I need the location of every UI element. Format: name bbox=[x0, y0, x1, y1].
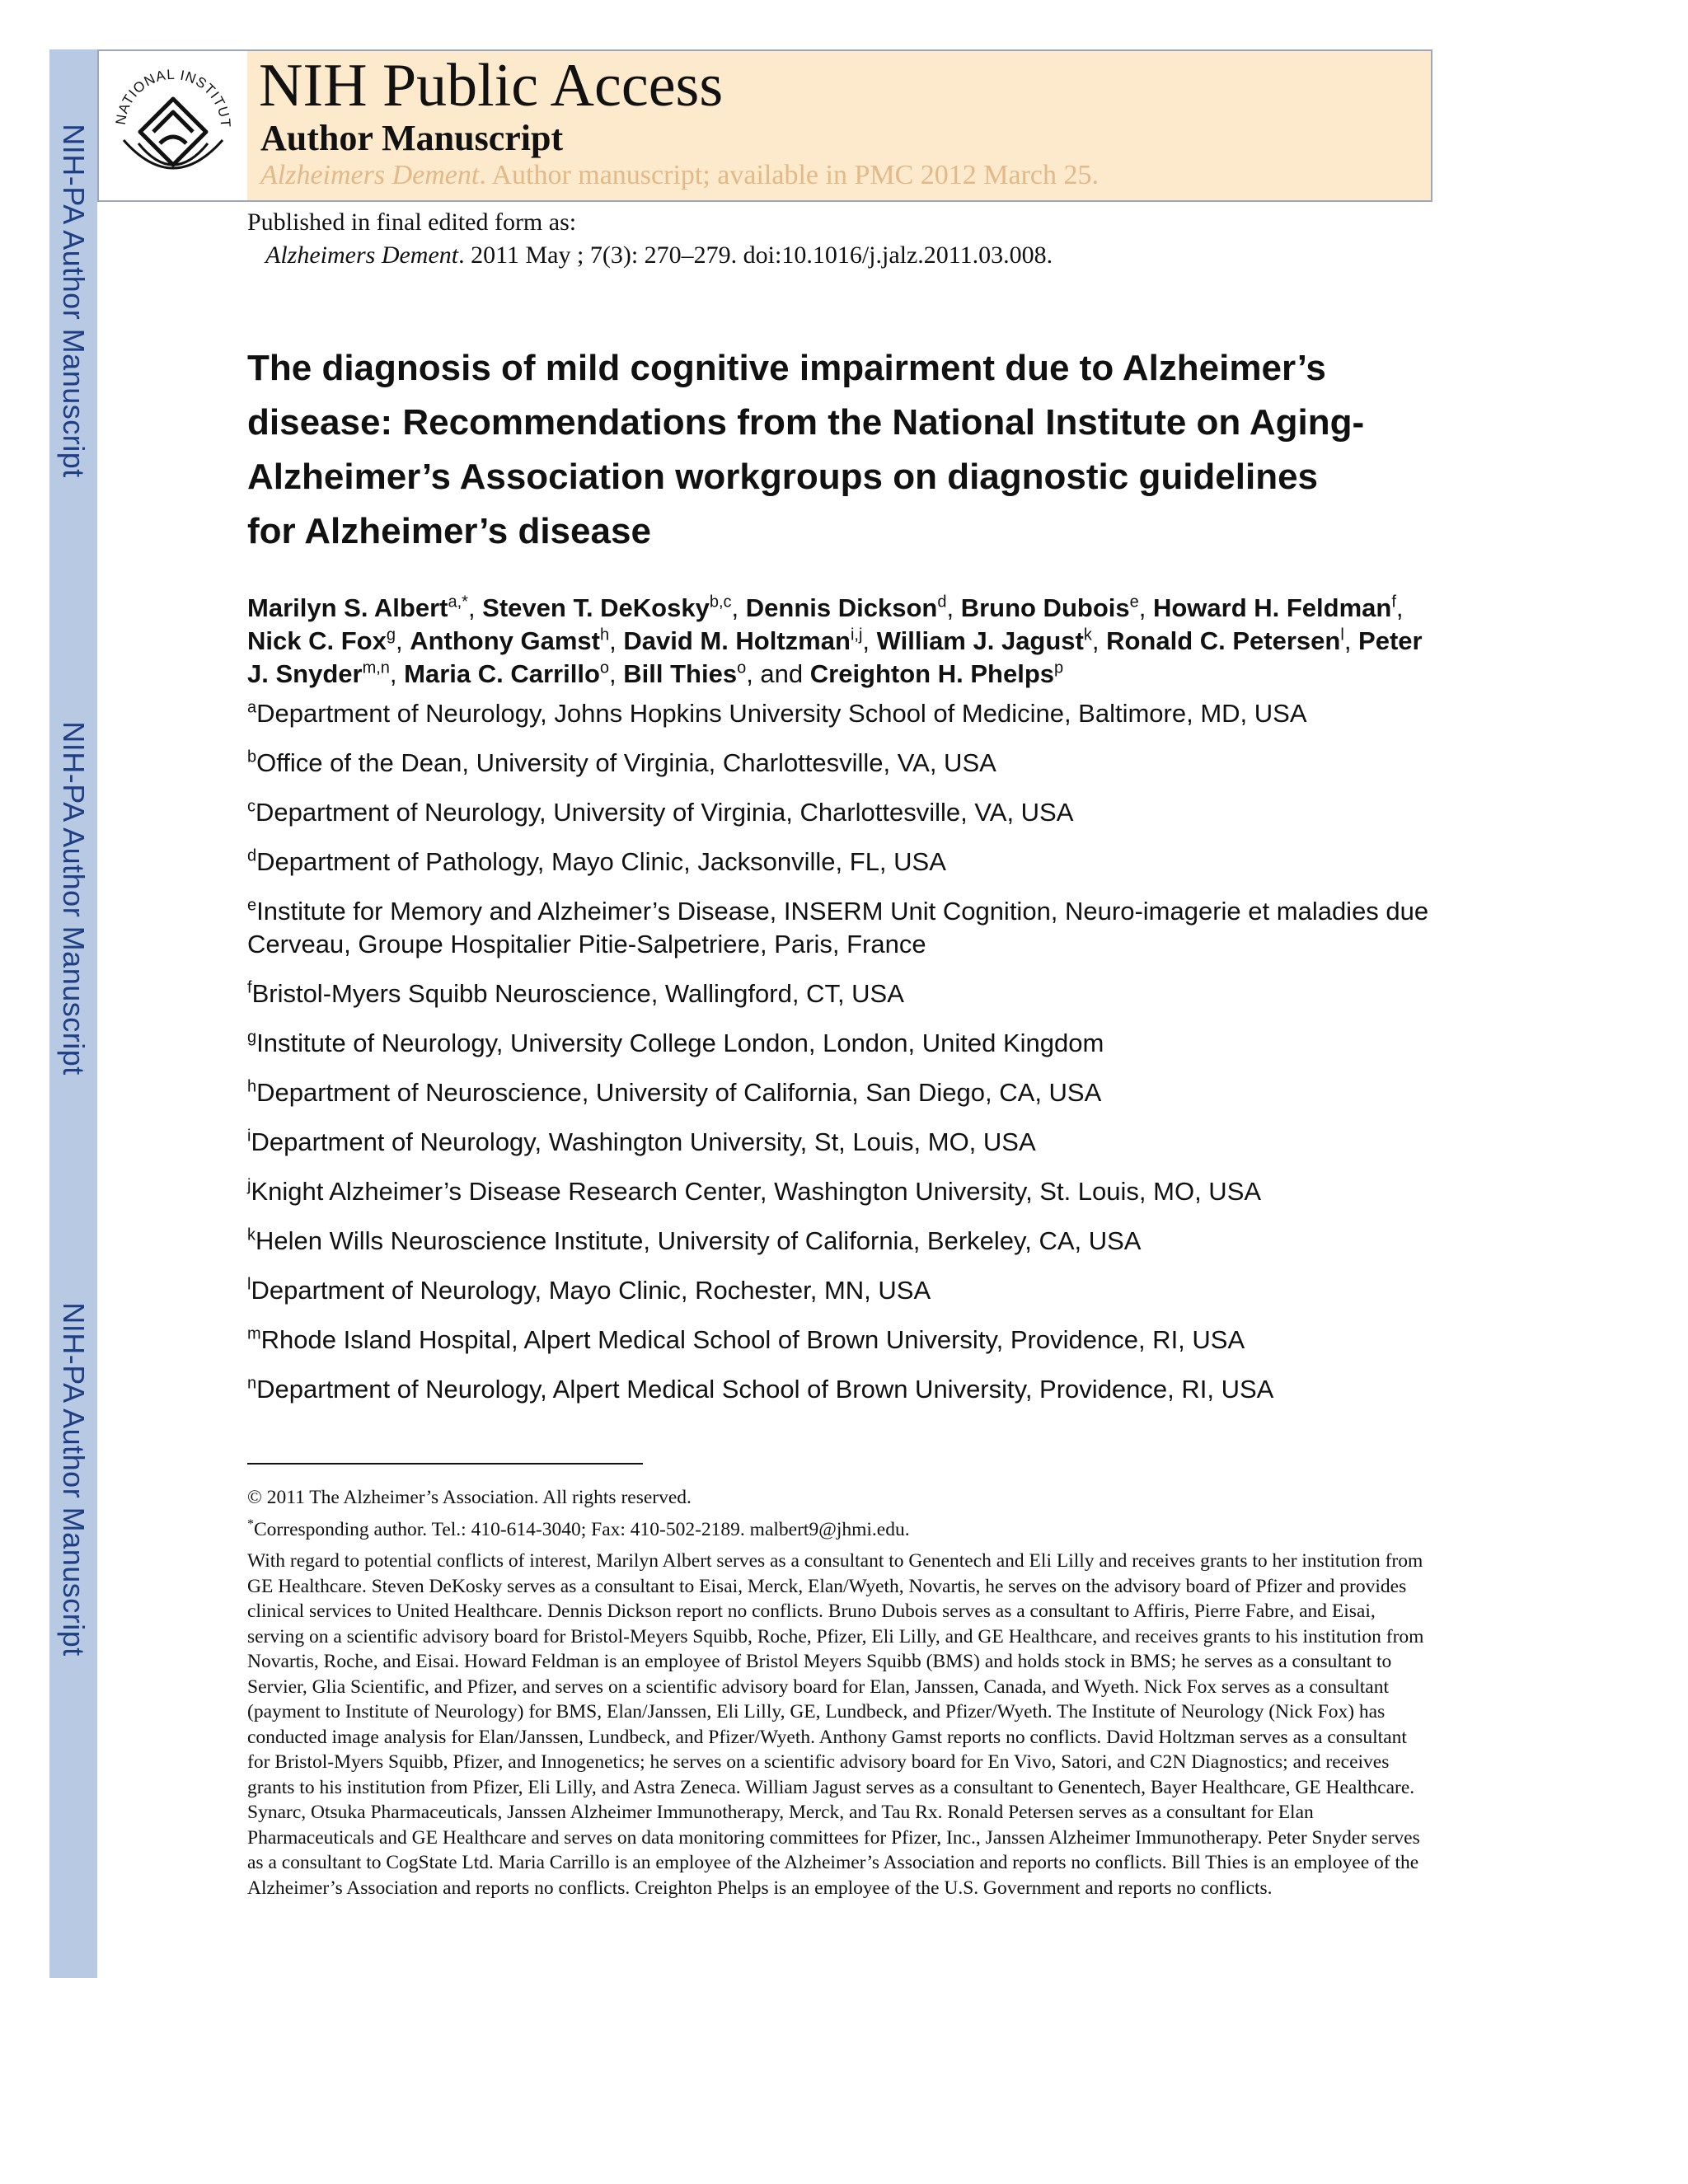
author-affiliation-mark: o bbox=[737, 658, 747, 677]
affiliation-text: Rhode Island Hospital, Alpert Medical School of Brown University, Providence, RI, USA bbox=[260, 1325, 1245, 1354]
affiliation-text: Helen Wills Neuroscience Institute, University of California, Berkeley, CA, USA bbox=[256, 1226, 1142, 1255]
author-separator: , bbox=[609, 626, 624, 655]
author-separator: , bbox=[946, 593, 961, 622]
affiliation-item bbox=[247, 846, 1434, 879]
footnotes bbox=[247, 1485, 1434, 1907]
author-affiliation-mark: h bbox=[599, 626, 610, 644]
author-list bbox=[247, 592, 1434, 691]
author-name: Maria C. Carrillo$^o$ bbox=[404, 658, 610, 688]
affiliation-key: k bbox=[247, 1226, 256, 1244]
author-separator: , bbox=[1395, 593, 1404, 622]
affiliation-text: Department of Neurology, Washington University, St, Louis, MO, USA bbox=[251, 1127, 1036, 1156]
author-separator: , bbox=[1138, 593, 1153, 622]
corresponding-author-text: Corresponding author. Tel.: 410-614-3040; Fax: 410-502-2189. malbert9@jhmi.edu. bbox=[254, 1518, 910, 1540]
author-separator: , bbox=[1091, 626, 1107, 655]
published-label: Published in final edited form as: bbox=[247, 209, 577, 236]
side-label-top: NIH-PA Author Manuscript bbox=[57, 124, 91, 478]
affiliation-text: Knight Alzheimer’s Disease Research Center, Washington University, St. Louis, MO, USA bbox=[251, 1177, 1262, 1206]
author-separator: , bbox=[862, 626, 877, 655]
footnote-divider bbox=[247, 1463, 643, 1465]
affiliation-item bbox=[247, 697, 1434, 730]
affiliation-item bbox=[247, 1274, 1434, 1307]
affiliation-key: c bbox=[247, 797, 256, 816]
article-title bbox=[247, 341, 1434, 559]
author-affiliation-mark: b,c bbox=[709, 593, 732, 612]
affiliation-item bbox=[247, 796, 1434, 829]
author-name: Howard H. Feldman$^f$ bbox=[1152, 593, 1396, 622]
svg-text:NATIONAL INSTITUTES OF HEALTH: NATIONAL INSTITUT bbox=[112, 66, 234, 129]
affiliation-text: Department of Neurology, Alpert Medical School of Brown University, Providence, RI, USA bbox=[256, 1375, 1274, 1404]
author-separator: , and bbox=[746, 659, 810, 688]
author-name: Marilyn S. Albert$^{a,*}$ bbox=[247, 593, 468, 622]
nih-public-access-title: NIH Public Access bbox=[259, 52, 724, 120]
affiliation-item bbox=[247, 977, 1434, 1010]
affiliation-item bbox=[247, 895, 1434, 961]
corresponding-author-note bbox=[247, 1517, 1434, 1543]
affiliation-text: Bristol-Myers Squibb Neuroscience, Wallingford, CT, USA bbox=[251, 979, 904, 1008]
affiliation-key: b bbox=[247, 748, 257, 766]
corresponding-mark: * bbox=[247, 1516, 254, 1531]
side-label-bottom: NIH-PA Author Manuscript bbox=[57, 1302, 91, 1657]
affiliation-text: Department of Neurology, University of Virginia, Charlottesville, VA, USA bbox=[256, 798, 1074, 827]
affiliation-text: Department of Neurology, Mayo Clinic, Rochester, MN, USA bbox=[251, 1276, 931, 1305]
affiliation-key: i bbox=[247, 1127, 251, 1146]
header bbox=[97, 49, 1432, 202]
affiliation-item bbox=[247, 1076, 1434, 1109]
author-affiliation-mark: g bbox=[386, 626, 396, 644]
author-name: Dennis Dickson$^d$ bbox=[745, 593, 947, 622]
nih-logo bbox=[99, 51, 247, 200]
author-name: David M. Holtzman$^{i,j}$ bbox=[623, 626, 863, 655]
conflicts-of-interest: With regard to potential conflicts of interest, Marilyn Albert serves as a consultant to Genentech and Eli Lilly and receives grants to her institution from GE Healthcare. Steven DeKosky serves as a consultant to Eisai, Merck, Elan/Wyeth, Novartis, he serves on the advisory board of Pfizer and provides clinical services to United Healthcare. Dennis Dickson report no conflicts. Bruno Dubois serves as a consultant to Affiris, Pierre Fabre, and Eisai, serving on a scientific advisory board for Bristol-Meyers Squibb, Roche, Pfizer, Eli Lilly, and GE Healthcare, and receives grants to his institution from Novartis, Roche, and Eisai. Howard Feldman is an employee of Bristol Meyers Squibb (BMS) and holds stock in BMS; he serves as a consultant to Servier, Glia Scientific, and Pfizer, and serves on a scientific advisory board for Elan, Janssen, Canada, and Wyeth. Nick Fox serves as a consultant (payment to Institute of Neurology) for BMS, Elan/Janssen, Eli Lilly, GE, Lundbeck, and Pfizer/Wyeth. The Institute of Neurology (Nick Fox) has conducted image analysis for Elan/Janssen, Lundbeck, and Pfizer/Wyeth. Anthony Gamst reports no conflicts. David Holtzman serves as a consultant for Bristol-Myers Squibb, Pfizer, and Innogenetics; he serves on a scientific advisory board for En Vivo, Satori, and C2N Diagnostics; and receives grants to his institution from Pfizer, Eli Lilly, and Astra Zeneca. William Jagust serves as a consultant to Genentech, Bayer Healthcare, GE Healthcare. Synarc, Otsuka Pharmaceuticals, Janssen Alzheimer Immunotherapy, Merck, and Tau Rx. Ronald Petersen serves as a consultant for Elan Pharmaceuticals and GE Healthcare and serves on data monitoring committees for Pfizer, Inc., Janssen Alzheimer Immunotherapy. Peter Snyder serves as a consultant to CogState Ltd. Maria Carrillo is an employee of the Alzheimer’s Association and reports no conflicts. Bill Thies is an employee of the Alzheimer’s Association and reports no conflicts. Creighton Phelps is an employee of the U.S. Government and reports no conflicts. bbox=[247, 1550, 1424, 1899]
nih-seal-icon bbox=[99, 51, 247, 200]
author-name: Bill Thies$^o$ bbox=[623, 658, 747, 688]
affiliation-list bbox=[247, 697, 1434, 1422]
author-affiliation-mark: e bbox=[1129, 593, 1139, 612]
availability-note bbox=[260, 160, 1099, 191]
author-name: Steven T. DeKosky$^{b,c}$ bbox=[482, 593, 732, 622]
author-affiliation-mark: l bbox=[1340, 626, 1344, 644]
author-affiliation-mark: d bbox=[937, 593, 947, 612]
affiliation-item bbox=[247, 1175, 1434, 1208]
affiliation-key: h bbox=[247, 1077, 257, 1096]
affiliation-item bbox=[247, 1027, 1434, 1060]
affiliation-item bbox=[247, 1373, 1434, 1406]
affiliation-key: l bbox=[247, 1275, 251, 1294]
affiliation-item bbox=[247, 1225, 1434, 1258]
published-citation bbox=[247, 239, 1053, 272]
affiliation-key: a bbox=[247, 698, 257, 717]
author-separator: , bbox=[731, 593, 746, 622]
affiliation-text: Department of Neuroscience, University of California, San Diego, CA, USA bbox=[256, 1078, 1102, 1107]
author-affiliation-mark: f bbox=[1391, 593, 1396, 612]
affiliation-text: Department of Neurology, Johns Hopkins University School of Medicine, Baltimore, MD, USA bbox=[256, 699, 1307, 728]
article-title-line: disease: Recommendations from the National Institute on Aging- bbox=[247, 402, 1365, 443]
article-title-line: Alzheimer’s Association workgroups on diagnostic guidelines bbox=[247, 457, 1319, 497]
author-separator: , bbox=[609, 659, 624, 688]
side-label-middle: NIH-PA Author Manuscript bbox=[57, 721, 91, 1076]
affiliation-key: j bbox=[247, 1176, 251, 1195]
author-name: Nick C. Fox$^g$ bbox=[247, 626, 396, 655]
affiliation-key: m bbox=[247, 1324, 261, 1343]
author-separator: , bbox=[395, 626, 410, 655]
availability-journal: Alzheimers Dement bbox=[260, 160, 480, 190]
author-name: Creighton H. Phelps$^p$ bbox=[809, 658, 1064, 688]
author-affiliation-mark: m,n bbox=[362, 658, 390, 677]
availability-text: . Author manuscript; available in PMC 2012 March 25. bbox=[479, 160, 1099, 190]
title-box bbox=[247, 51, 1431, 200]
author-separator: , bbox=[389, 659, 405, 688]
affiliation-item bbox=[247, 747, 1434, 780]
author-affiliation-mark: o bbox=[599, 658, 610, 677]
affiliation-text: Office of the Dean, University of Virginia, Charlottesville, VA, USA bbox=[256, 748, 996, 777]
affiliation-key: f bbox=[247, 978, 252, 997]
author-separator: , bbox=[467, 593, 483, 622]
published-journal: Alzheimers Dement bbox=[265, 241, 459, 269]
author-affiliation-mark: a,* bbox=[448, 593, 468, 612]
affiliation-item bbox=[247, 1126, 1434, 1159]
author-separator: , bbox=[1343, 626, 1359, 655]
affiliation-key: d bbox=[247, 846, 257, 865]
copyright-notice: © 2011 The Alzheimer’s Association. All rights reserved. bbox=[247, 1487, 692, 1508]
affiliation-text: Institute for Memory and Alzheimer’s Disease, INSERM Unit Cognition, Neuro-imagerie et maladies due Cerveau, Groupe Hospitalier Pitie-Salpetriere, Paris, France bbox=[247, 897, 1429, 958]
article-title-line: for Alzheimer’s disease bbox=[247, 511, 651, 551]
affiliation-key: e bbox=[247, 896, 257, 915]
article-title-line: The diagnosis of mild cognitive impairment due to Alzheimer’s bbox=[247, 348, 1326, 388]
affiliation-text: Department of Pathology, Mayo Clinic, Jacksonville, FL, USA bbox=[256, 847, 946, 876]
affiliation-key: g bbox=[247, 1028, 257, 1047]
author-name: Peter J. Snyder$^{m,n}$ bbox=[247, 626, 1423, 688]
published-citation-text: . 2011 May ; 7(3): 270–279. doi:10.1016/j.jalz.2011.03.008. bbox=[458, 241, 1053, 269]
author-manuscript-subtitle: Author Manuscript bbox=[260, 118, 564, 158]
author-affiliation-mark: i,j bbox=[850, 626, 863, 644]
affiliation-item bbox=[247, 1324, 1434, 1357]
published-info bbox=[247, 206, 1053, 272]
affiliation-key: n bbox=[247, 1374, 257, 1393]
author-affiliation-mark: p bbox=[1054, 658, 1064, 677]
affiliation-text: Institute of Neurology, University College London, London, United Kingdom bbox=[256, 1029, 1104, 1057]
author-name: Anthony Gamst$^h$ bbox=[410, 626, 610, 655]
author-name: William J. Jagust$^k$ bbox=[876, 626, 1092, 655]
author-name: Ronald C. Petersen$^l$ bbox=[1106, 626, 1344, 655]
author-affiliation-mark: k bbox=[1083, 626, 1092, 644]
author-name: Bruno Dubois$^e$ bbox=[960, 593, 1139, 622]
